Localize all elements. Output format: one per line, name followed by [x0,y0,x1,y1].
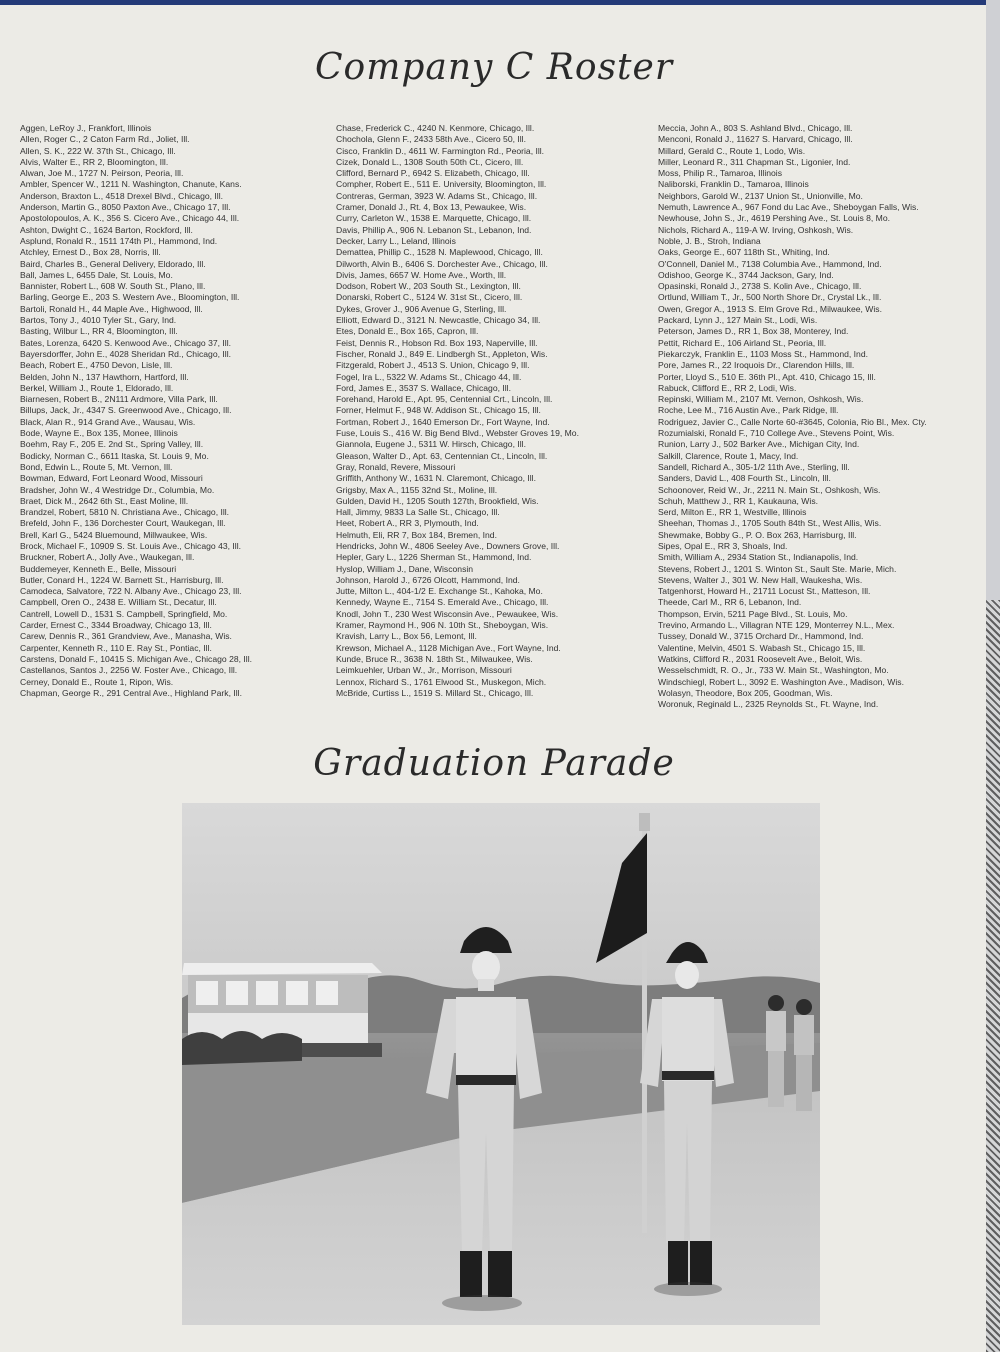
roster-entry: Camodeca, Salvatore, 722 N. Albany Ave., Chicago 23, Ill. [20,586,242,597]
roster-entry: Bowman, Edward, Fort Leonard Wood, Missouri [20,473,203,484]
roster-entry: Carstens, Donald F., 10415 S. Michigan Ave., Chicago 28, Ill. [20,653,253,664]
roster-entry: Repinski, William M., 2107 Mt. Vernon, Oshkosh, Wis. [658,394,864,405]
roster-entry: Sipes, Opal E., RR 3, Shoals, Ind. [658,540,788,551]
roster-title: Company C Roster [314,47,674,88]
roster-entry: Thompson, Ervin, 5211 Page Blvd., St. Louis, Mo. [658,608,848,619]
roster-entry: Cizek, Donald L., 1308 South 50th Ct., Cicero, Ill. [336,156,524,167]
roster-entry: Fuse, Louis S., 416 W. Big Bend Blvd., Webster Groves 19, Mo. [336,428,579,439]
roster-entry: Chapman, George R., 291 Central Ave., Highland Park, Ill. [20,687,242,698]
roster-entry: Noble, J. B., Stroh, Indiana [658,235,761,246]
roster-entry: Schoonover, Reid W., Jr., 2211 N. Main St., Oshkosh, Wis. [658,484,881,495]
roster-entry: Elliott, Edward D., 3121 N. Newcastle, Chicago 34, Ill. [336,315,541,326]
roster-entry: Hall, Jimmy, 9833 La Salle St., Chicago, Ill. [336,507,500,518]
roster-entry: Cerney, Donald E., Route 1, Ripon, Wis. [20,676,174,687]
roster-entry: Porter, Lloyd S., 510 E. 36th Pl., Apt. 410, Chicago 15, Ill. [658,371,876,382]
roster-entry: Alvis, Walter E., RR 2, Bloomington, Ill. [20,156,169,167]
parade-title: Graduation Parade [313,743,675,784]
roster-entry: Jutte, Milton L., 404-1/2 E. Exchange St., Kahoka, Mo. [336,586,543,597]
roster-entry: Donarski, Robert C., 5124 W. 31st St., Cicero, Ill. [336,292,523,303]
roster-entry: Cramer, Donald J., Rt. 4, Box 13, Pewaukee, Wis. [336,202,527,213]
roster-entry: Dykes, Grover J., 906 Avenue G, Sterling, Ill. [336,303,507,314]
graduation-parade-photo [182,803,820,1325]
roster-entry: Helmuth, Eli, RR 7, Box 184, Bremen, Ind. [336,529,497,540]
roster-entry: Brandzel, Robert, 5810 N. Christiana Ave., Chicago, Ill. [20,507,230,518]
roster-entry: Feist, Dennis R., Hobson Rd. Box 193, Naperville, Ill. [336,337,538,348]
roster-entry: O'Connell, Daniel M., 7138 Columbia Ave., Hammond, Ind. [658,258,882,269]
roster-entry: Cantrell, Lowell D., 1531 S. Campbell, Springfield, Mo. [20,608,228,619]
roster-entry: Hepler, Gary L., 1226 Sherman St., Hammond, Ind. [336,552,532,563]
roster-entry: Carpenter, Kenneth R., 110 E. Ray St., Pontiac, Ill. [20,642,212,653]
roster-entry: Bruckner, Robert A., Jolly Ave., Waukegan, Ill. [20,552,195,563]
roster-entry: Asplund, Ronald R., 1511 174th Pl., Hammond, Ind. [20,235,218,246]
roster-entry: Allen, S. K., 222 W. 37th St., Chicago, Ill. [20,145,176,156]
roster-entry: Trevino, Armando L., Villagran NTE 129, Monterrey N.L., Mex. [658,620,895,631]
roster-entry: Bond, Edwin L., Route 5, Mt. Vernon, Ill. [20,461,173,472]
roster-entry: Bradsher, John W., 4 Westridge Dr., Columbia, Mo. [20,484,215,495]
roster-entry: Packard, Lynn J., 127 Main St., Lodi, Wis. [658,315,818,326]
roster-entry: Buddemeyer, Kenneth E., Belle, Missouri [20,563,177,574]
roster-entry: Schuh, Matthew J., RR 1, Kaukauna, Wis. [658,495,819,506]
roster-entry: Carder, Ernest C., 3344 Broadway, Chicago 13, Ill. [20,620,212,631]
roster-entry: Woronuk, Reginald L., 2325 Reynolds St., Ft. Wayne, Ind. [658,699,879,710]
roster-entry: Odishoo, George K., 3744 Jackson, Gary, Ind. [658,269,834,280]
roster-entry: Menconi, Ronald J., 11627 S. Harvard, Chicago, Ill. [658,134,853,145]
roster-entry: Theede, Carl M., RR 6, Lebanon, Ind. [658,597,802,608]
roster-entry: Cisco, Franklin D., 4611 W. Farmington Rd., Peoria, Ill. [336,145,545,156]
roster-entry: Kennedy, Wayne E., 7154 S. Emerald Ave., Chicago, Ill. [336,597,549,608]
roster-entry: Tussey, Donald W., 3715 Orchard Dr., Hammond, Ind. [658,631,864,642]
roster-entry: Aggen, LeRoy J., Frankfort, Illinois [20,123,152,133]
roster-entry: Sandell, Richard A., 305-1/2 11th Ave., Sterling, Ill. [658,461,850,472]
roster-entry: Bannister, Robert L., 608 W. South St., Plano, Ill. [20,281,206,292]
roster-entry: Hendricks, John W., 4806 Seeley Ave., Downers Grove, Ill. [336,540,560,551]
roster-entry: Krewson, Michael A., 1128 Michigan Ave., Fort Wayne, Ind. [336,642,561,653]
roster-entry: McBride, Curtiss L., 1519 S. Millard St., Chicago, Ill. [336,687,534,698]
roster-entry: Wolasyn, Theodore, Box 205, Goodman, Wis. [658,687,833,698]
roster-entry: Neighbors, Garold W., 2137 Union St., Unionville, Mo. [658,190,863,201]
roster-entry: Miller, Leonard R., 311 Chapman St., Ligonier, Ind. [658,156,851,167]
roster-entry: Campbell, Oren O., 2438 E. William St., Decatur, Ill. [20,597,217,608]
roster-entry: Runion, Larry J., 502 Barker Ave., Michigan City, Ind. [658,439,860,450]
roster-entry: Valentine, Melvin, 4501 S. Wabash St., Chicago 15, Ill. [658,642,866,653]
roster-entry: Serd, Milton E., RR 1, Westville, Illinois [658,507,807,518]
roster-entry: Rabuck, Clifford E., RR 2, Lodi, Wis. [658,382,797,393]
roster-entry: Newhouse, John S., Jr., 4619 Pershing Ave., St. Louis 8, Mo. [658,213,891,224]
roster-entry: Wesselschmidt, R. O., Jr., 733 W. Main St., Washington, Mo. [658,665,889,676]
roster-entry: Ball, James L, 6455 Dale, St. Louis, Mo. [20,269,173,280]
roster-entry: Ortlund, William T., Jr., 500 North Shore Dr., Crystal Lk., Ill. [658,292,882,303]
roster-entry: Tatgenhorst, Howard H., 21711 Locust St., Matteson, Ill. [658,586,871,597]
roster-entry: Curry, Carleton W., 1538 E. Marquette, Chicago, Ill. [336,213,532,224]
roster-entry: Bode, Wayne E., Box 135, Monee, Illinois [20,428,178,439]
roster-entry: Rodriguez, Javier C., Calle Norte 60-#3645, Colonia, Rio Bl., Mex. Cty. [658,416,927,427]
roster-entry: Chochola, Glenn F., 2433 58th Ave., Cicero 50, Ill. [336,134,526,145]
roster-entry: Shewmake, Bobby G., P. O. Box 263, Harrisburg, Ill. [658,529,857,540]
roster-entry: Ford, James E., 3537 S. Wallace, Chicago, Ill. [336,382,511,393]
roster-entry: Bayersdorffer, John E., 4028 Sheridan Rd., Chicago, Ill. [20,348,231,359]
roster-entry: Baird, Charles B., General Delivery, Eldorado, Ill. [20,258,206,269]
roster-column-1 [20,123,325,699]
roster-entry: Alwan, Joe M., 1727 N. Peirson, Peoria, Ill. [20,168,184,179]
roster-entry: Sanders, David L., 408 Fourth St., Lincoln, Ill. [658,473,831,484]
roster-entry: Bartos, Tony J., 4010 Tyler St., Gary, Ind. [20,315,177,326]
roster-entry: Meccia, John A., 803 S. Ashland Blvd., Chicago, Ill. [658,123,853,133]
roster-entry: Clifford, Bernard P., 6942 S. Elizabeth, Chicago, Ill. [336,168,530,179]
parade-photo-illustration [182,803,820,1325]
roster-entry: Windschiegl, Robert L., 3092 E. Washington Ave., Madison, Wis. [658,676,904,687]
roster-entry: Smith, William A., 2934 Station St., Indianapolis, Ind. [658,552,859,563]
roster-entry: Nichols, Richard A., 119-A W. Irving, Oshkosh, Wis. [658,224,854,235]
roster-entry: Butler, Conard H., 1224 W. Barnett St., Harrisburg, Ill. [20,574,224,585]
roster-entry: Fogel, Ira L., 5322 W. Adams St., Chicago 44, Ill. [336,371,522,382]
roster-entry: Ambler, Spencer W., 1211 N. Washington, Chanute, Kans. [20,179,242,190]
roster-entry: Barling, George E., 203 S. Western Ave., Bloomington, Ill. [20,292,240,303]
roster-entry: Boehm, Ray F., 205 E. 2nd St., Spring Valley, Ill. [20,439,204,450]
roster-entry: Ashton, Dwight C., 1624 Barton, Rockford, Ill. [20,224,193,235]
roster-entry: Etes, Donald E., Box 165, Capron, Ill. [336,326,479,337]
roster-entry: Pore, James R., 22 Iroquois Dr., Clarendon Hills, Ill. [658,360,855,371]
roster-entry: Bartoli, Ronald H., 44 Maple Ave., Highwood, Ill. [20,303,203,314]
roster-entry: Griffith, Anthony W., 1631 N. Claremont, Chicago, Ill. [336,473,536,484]
roster-entry: Chase, Frederick C., 4240 N. Kenmore, Chicago, Ill. [336,123,535,133]
roster-entry: Stevens, Robert J., 1201 S. Winton St., Sault Ste. Marie, Mich. [658,563,897,574]
roster-entry: Pettit, Richard E., 106 Airland St., Peoria, Ill. [658,337,827,348]
roster-entry: Fortman, Robert J., 1640 Emerson Dr., Fort Wayne, Ind. [336,416,550,427]
roster-entry: Compher, Robert E., 511 E. University, Bloomington, Ill. [336,179,547,190]
roster-entry: Anderson, Braxton L., 4518 Drexel Blvd., Chicago, Ill. [20,190,224,201]
roster-entry: Stevens, Walter J., 301 W. New Hall, Waukesha, Wis. [658,574,863,585]
roster-entry: Rozumialski, Ronald F., 710 College Ave., Stevens Point, Wis. [658,428,895,439]
roster-entry: Millard, Gerald C., Route 1, Lodo, Wis. [658,145,806,156]
roster-entry: Brefeld, John F., 136 Dorchester Court, Waukegan, Ill. [20,518,226,529]
roster-entry: Heet, Robert A., RR 3, Plymouth, Ind. [336,518,479,529]
roster-entry: Lennox, Richard S., 1761 Elwood St., Muskegon, Mich. [336,676,547,687]
roster-entry: Fitzgerald, Robert J., 4513 S. Union, Chicago 9, Ill. [336,360,530,371]
roster-entry: Knodl, John T., 230 West Wisconsin Ave., Pewaukee, Wis. [336,608,559,619]
roster-entry: Leimkuehler, Urban W., Jr., Morrison, Missouri [336,665,512,676]
roster-entry: Billups, Jack, Jr., 4347 S. Greenwood Ave., Chicago, Ill. [20,405,232,416]
roster-entry: Black, Alan R., 914 Grand Ave., Wausau, Wis. [20,416,196,427]
roster-entry: Castellanos, Santos J., 2256 W. Foster Ave., Chicago, Ill. [20,665,238,676]
roster-entry: Atchley, Ernest D., Box 28, Norris, Ill. [20,247,161,258]
roster-entry: Opasinski, Ronald J., 2738 S. Kolin Ave., Chicago, Ill. [658,281,862,292]
roster-entry: Naliborski, Franklin D., Tamaroa, Illinois [658,179,809,190]
roster-entry: Bates, Lorenza, 6420 S. Kenwood Ave., Chicago 37, Ill. [20,337,232,348]
roster-entry: Bodicky, Norman C., 6611 Itaska, St. Louis 9, Mo. [20,450,209,461]
roster-entry: Fischer, Ronald J., 849 E. Lindbergh St., Appleton, Wis. [336,348,548,359]
roster-entry: Demattea, Phillip C., 1528 N. Maplewood, Chicago, Ill. [336,247,543,258]
roster-entry: Basting, Wilbur L., RR 4, Bloomington, Ill. [20,326,178,337]
roster-entry: Gleason, Walter D., Apt. 63, Centennian Ct., Lincoln, Ill. [336,450,548,461]
roster-entry: Grigsby, Max A., 1155 32nd St., Moline, Ill. [336,484,498,495]
roster-column-2 [336,123,646,699]
roster-entry: Forehand, Harold E., Apt. 95, Centennial Crt., Lincoln, Ill. [336,394,553,405]
roster-entry: Anderson, Martin G., 8050 Paxton Ave., Chicago 17, Ill. [20,202,231,213]
roster-entry: Dilworth, Alvin B., 6406 S. Dorchester Ave., Chicago, Ill. [336,258,548,269]
roster-entry: Piekarczyk, Franklin E., 1103 Moss St., Hammond, Ind. [658,348,868,359]
roster-entry: Oaks, George E., 607 118th St., Whiting, Ind. [658,247,830,258]
roster-entry: Davis, Phillip A., 906 N. Lebanon St., Lebanon, Ind. [336,224,532,235]
roster-entry: Giannola, Eugene J., 5311 W. Hirsch, Chicago, Ill. [336,439,526,450]
roster-entry: Forner, Helmut F., 948 W. Addison St., Chicago 15, Ill. [336,405,541,416]
roster-entry: Nemuth, Lawrence A., 967 Fond du Lac Ave., Sheboygan Falls, Wis. [658,202,919,213]
roster-entry: Contreras, German, 3923 W. Adams St., Chicago, Ill. [336,190,538,201]
roster-entry: Apostolopoulos, A. K., 356 S. Cicero Ave., Chicago 44, Ill. [20,213,240,224]
roster-entry: Belden, John N., 137 Hawthorn, Hartford, Ill. [20,371,189,382]
roster-entry: Beach, Robert E., 4750 Devon, Lisle, Ill. [20,360,173,371]
page-edge-pattern [986,600,1000,1352]
roster-entry: Roche, Lee M., 716 Austin Ave., Park Ridge, Ill. [658,405,839,416]
roster-entry: Biarnesen, Robert B., 2N111 Ardmore, Villa Park, Ill. [20,394,218,405]
roster-entry: Gulden, David H., 1205 South 127th, Brookfield, Wis. [336,495,539,506]
roster-entry: Brell, Karl G., 5424 Bluemound, Millwaukee, Wis. [20,529,208,540]
roster-entry: Johnson, Harold J., 6726 Olcott, Hammond, Ind. [336,574,520,585]
roster-entry: Carew, Dennis R., 361 Grandview, Ave., Manasha, Wis. [20,631,232,642]
roster-entry: Decker, Larry L., Leland, Illinois [336,235,456,246]
roster-entry: Berkel, William J., Route 1, Eldorado, Ill. [20,382,174,393]
roster-entry: Owen, Gregor A., 1913 S. Elm Grove Rd., Milwaukee, Wis. [658,303,882,314]
roster-entry: Divis, James, 6657 W. Home Ave., Worth, Ill. [336,269,507,280]
roster-entry: Moss, Philip R., Tamaroa, Illinois [658,168,783,179]
roster-entry: Kravish, Larry L., Box 56, Lemont, Ill. [336,631,477,642]
roster-entry: Watkins, Clifford R., 2031 Roosevelt Ave., Beloit, Wis. [658,653,863,664]
roster-entry: Kunde, Bruce R., 3638 N. 18th St., Milwaukee, Wis. [336,653,533,664]
roster-entry: Salkill, Clarence, Route 1, Macy, Ind. [658,450,799,461]
roster-entry: Kramer, Raymond H., 906 N. 10th St., Sheboygan, Wis. [336,620,549,631]
roster-entry: Gray, Ronald, Revere, Missouri [336,461,456,472]
roster-entry: Braet, Dick M., 2642 6th St., East Moline, Ill. [20,495,189,506]
roster-entry: Peterson, James D., RR 1, Box 38, Monterey, Ind. [658,326,849,337]
roster-entry: Sheehan, Thomas J., 1705 South 84th St., West Allis, Wis. [658,518,882,529]
roster-entry: Allen, Roger C., 2 Caton Farm Rd., Joliet, Ill. [20,134,190,145]
roster-entry: Dodson, Robert W., 203 South St., Lexington, Ill. [336,281,521,292]
roster-entry: Brock, Michael F., 10909 S. St. Louis Ave., Chicago 43, Ill. [20,540,242,551]
roster-column-3 [658,123,978,710]
roster-entry: Hyslop, William J., Dane, Wisconsin [336,563,474,574]
